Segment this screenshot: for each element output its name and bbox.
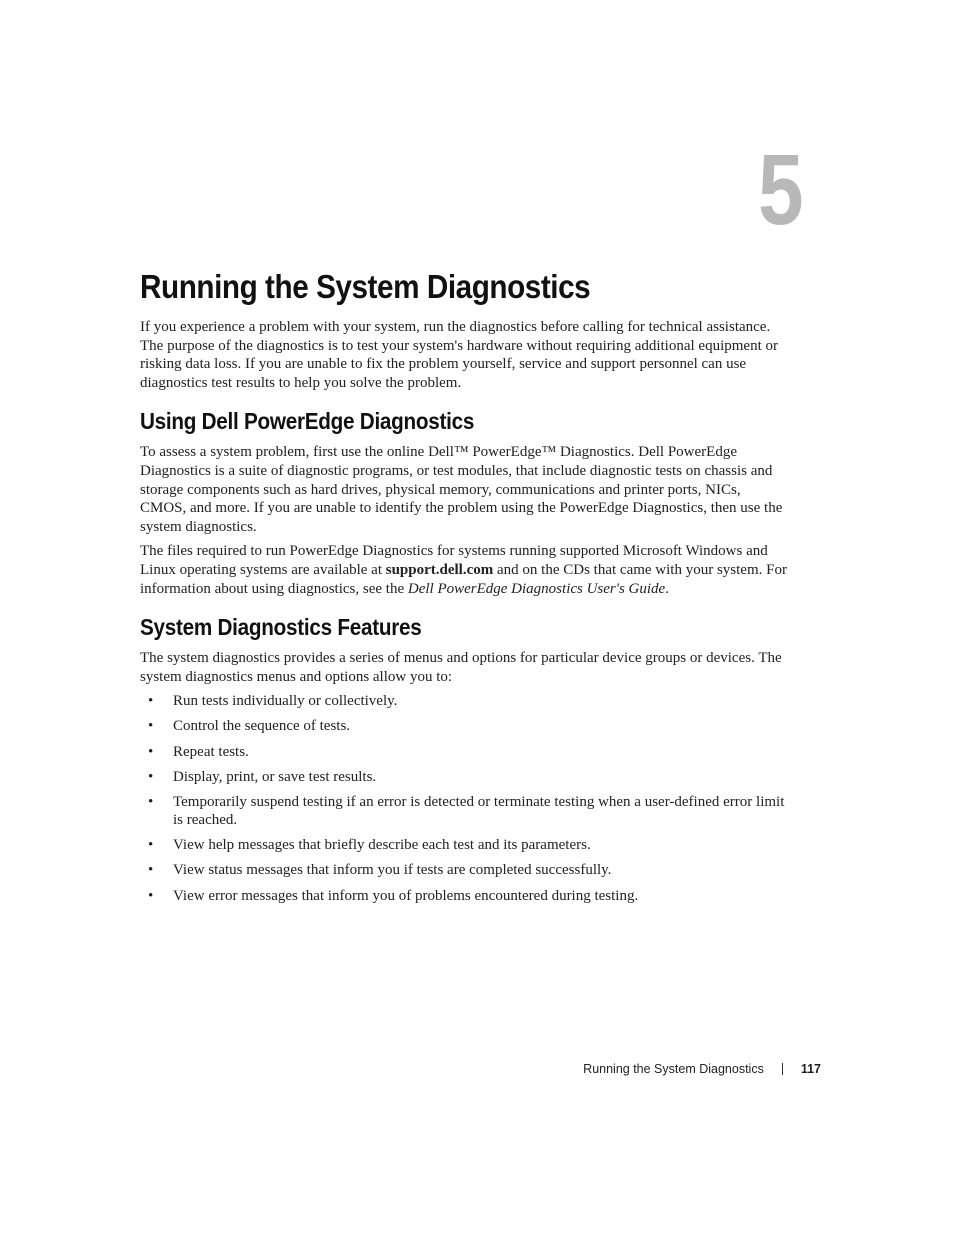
text-run: The files required to run PowerEdge Diagnostics for systems running supported Microsoft Windows and Linux operating systems are available at <box>140 543 768 578</box>
list-item-text: Display, print, or save test results. <box>173 768 377 785</box>
page-title: Running the System Diagnostics <box>140 268 591 305</box>
list-item-text: View help messages that briefly describe each test and its parameters. <box>173 837 591 854</box>
list-item <box>140 836 790 855</box>
bullet-icon: • <box>148 718 154 735</box>
footer-chapter-title: Running the System Diagnostics <box>583 1062 764 1076</box>
list-item <box>140 861 790 880</box>
list-item <box>140 768 790 787</box>
bullet-icon: • <box>148 887 154 904</box>
section-heading-poweredge: Using Dell PowerEdge Diagnostics <box>140 408 475 435</box>
bullet-icon: • <box>148 743 154 760</box>
text-run: and on the CDs that came with your system. For information about using diagnostics, see the <box>140 561 787 597</box>
list-item <box>140 793 790 830</box>
list-item-text: Run tests individually or collectively. <box>173 693 398 710</box>
page-number: 117 <box>800 1062 821 1076</box>
list-item <box>140 717 790 736</box>
list-item-text: Repeat tests. <box>173 743 249 760</box>
footer-divider <box>782 1063 783 1075</box>
bullet-icon: • <box>148 693 154 710</box>
features-list <box>140 692 790 905</box>
list-item <box>140 743 790 762</box>
list-item-text: Temporarily suspend testing if an error is detected or terminate testing when a user-defined error limit is reached. <box>173 793 785 829</box>
list-item <box>140 692 790 711</box>
list-item-text: View error messages that inform you of problems encountered during testing. <box>173 887 639 904</box>
section-heading-features: System Diagnostics Features <box>140 614 422 641</box>
intro-paragraph: If you experience a problem with your system, run the diagnostics before calling for technical assistance. The purpose of the diagnostics is to test your system's hardware without requiring additional equipment or risking data loss. If you are unable to fix the problem yourself, service and support personnel can use diagnostics test results to help you solve the problem. <box>140 319 778 391</box>
text-run: . <box>665 580 669 597</box>
poweredge-paragraph-2 <box>140 542 790 598</box>
list-item-text: Control the sequence of tests. <box>173 718 351 735</box>
page-footer <box>583 1062 821 1076</box>
bullet-icon: • <box>148 793 154 810</box>
bullet-icon: • <box>148 837 154 854</box>
bullet-icon: • <box>148 862 154 879</box>
poweredge-paragraph-1: To assess a system problem, first use the online Dell™ PowerEdge™ Diagnostics. Dell PowerEdge Diagnostics is a suite of diagnostic programs, or test modules, that include diagnostic tests on chassis and storage components such as hard drives, physical memory, communications and printer ports, NICs, CMOS, and more. If you are unable to identify the problem using the PowerEdge Diagnostics, then use the system diagnostics. <box>140 444 783 535</box>
list-item-text: View status messages that inform you if tests are completed successfully. <box>173 862 612 879</box>
list-item <box>140 887 790 906</box>
features-paragraph: The system diagnostics provides a series of menus and options for particular device groups or devices. The system diagnostics menus and options allow you to: <box>140 650 782 685</box>
chapter-number: 5 <box>758 134 804 246</box>
main-content <box>140 268 790 912</box>
support-link[interactable]: support.dell.com <box>385 561 494 578</box>
bullet-icon: • <box>148 768 154 785</box>
guide-title: Dell PowerEdge Diagnostics User's Guide <box>407 580 666 597</box>
